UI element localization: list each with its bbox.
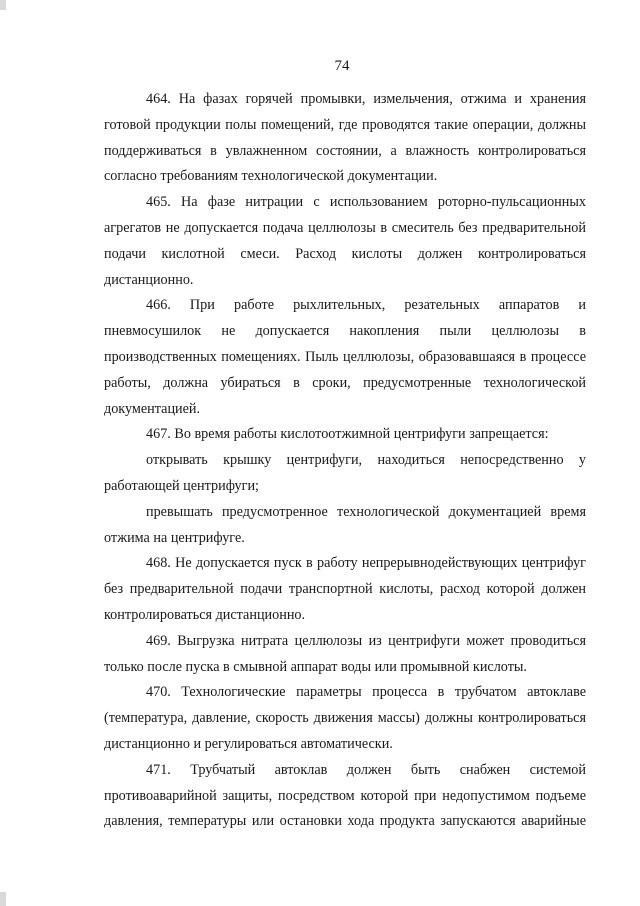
paragraph-471: 471. Трубчатый автоклав должен быть снабжен системой противоаварийной защиты, посредством которой при недопустимом подъеме давления, температуры или остановки хода продукта запускаются аварийные [104, 761, 586, 830]
paragraph-470: 470. Технологические параметры процесса в трубчатом автоклаве (температура, давление, скорость движения массы) должны контролироваться дистанционно и регулироваться автоматически. [104, 684, 586, 752]
paragraph-467-item-1: открывать крышку центрифуги, находиться непосредственно у работающей центрифуги; [104, 452, 586, 494]
scan-edge-bottom [0, 892, 6, 906]
document-body [104, 87, 586, 835]
paragraph-468: 468. Не допускается пуск в работу непрерывнодействующих центрифуг без предварительной подачи транспортной кислоты, расход которой должен контролироваться дистанционно. [104, 555, 586, 623]
paragraph-469: 469. Выгрузка нитрата целлюлозы из центрифуги может проводиться только после пуска в смывной аппарат воды или промывной кислоты. [104, 632, 586, 675]
scan-edge-top [0, 0, 6, 10]
paragraph-467-item-2: превышать предусмотренное технологической документацией время отжима на центрифуге. [104, 503, 586, 546]
paragraph-466: 466. При работе рыхлительных, резательных аппаратов и пневмосушилок не допускается накопления пыли целлюлозы в производственных помещениях. Пыль целлюлозы, образовавшаяся в процессе работы, должна убираться в сроки, предусмотренные технологической документацией. [104, 297, 586, 417]
paragraph-465: 465. На фазе нитрации с использованием роторно-пульсационных агрегатов не допускается подача целлюлозы в смеситель без предварительной подачи кислотной смеси. Расход кислоты должен контролироваться дистанционно. [104, 194, 586, 288]
paragraph-467: 467. Во время работы кислотоотжимной центрифуги запрещается: [146, 426, 549, 443]
page-number: 74 [334, 58, 350, 74]
paragraph-464: 464. На фазах горячей промывки, измельчения, отжима и хранения готовой продукции полы помещений, где проводятся такие операции, должны поддерживаться в увлажненном состоянии, а влажность контролироваться согласно требованиям технологической документации. [104, 91, 586, 185]
